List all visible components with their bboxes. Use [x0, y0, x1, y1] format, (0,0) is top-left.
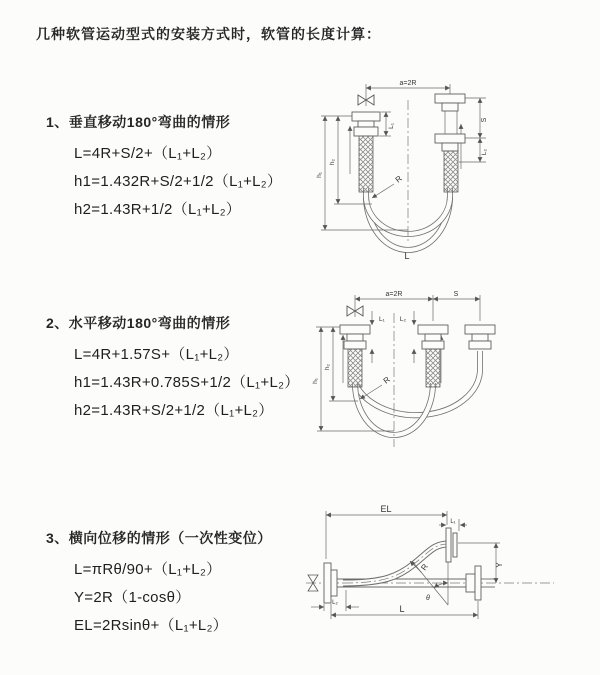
- left-fitting: [352, 112, 380, 192]
- right-fitting: [465, 325, 495, 349]
- dim-l1: [439, 519, 467, 531]
- section-1-formula-h2: h2=1.43R+1/2（L₁+L₂）: [74, 201, 242, 218]
- dim-h2-label: h₂: [329, 158, 336, 166]
- dim-a2r-label: a=2R: [399, 80, 417, 87]
- radius-leader: [372, 174, 404, 198]
- curved-hose: [343, 544, 448, 583]
- dim-l: [331, 601, 478, 619]
- dim-a2r-label: a=2R: [385, 291, 403, 298]
- section-2-formula-h2: h2=1.43R+S/2+1/2（L₁+L₂）: [74, 402, 274, 419]
- section-3-formula-el: EL=2Rsinθ+（L₁+L₂）: [74, 617, 228, 634]
- length-label: L: [404, 251, 410, 260]
- section-3-formula-y: Y=2R（1-cosθ）: [74, 589, 191, 606]
- dim-h1-label: h₁: [316, 172, 323, 178]
- section-1-formula-l: L=4R+S/2+（L₁+L₂）: [74, 145, 222, 162]
- dim-s-l2: [459, 98, 488, 162]
- section-2-formula-l: L=4R+1.57S+（L₁+L₂）: [74, 346, 239, 363]
- angle-label: θ: [426, 595, 430, 602]
- left-fitting: [340, 325, 370, 387]
- braided-section: [348, 349, 362, 387]
- right-fitting: [435, 94, 465, 192]
- radius-label: R: [393, 173, 404, 185]
- section-3-heading: 3、横向位移的情形（一次性变位）: [46, 530, 272, 546]
- dim-l2-label: L₂: [399, 316, 407, 323]
- dim-s-label: S: [453, 291, 459, 298]
- section-2: [46, 313, 346, 425]
- diagram-vertical-180-bend: [308, 72, 596, 260]
- braided-section: [444, 151, 458, 192]
- dim-l2-label: L₂: [481, 148, 488, 156]
- section-2-formula-h1: h1=1.43R+0.785S+1/2（L₁+L₂）: [74, 374, 300, 391]
- page-title: 几种软管运动型式的安装方式时，软管的长度计算：: [36, 26, 381, 42]
- section-1-formula-h1: h1=1.432R+S/2+1/2（L₁+L₂）: [74, 173, 283, 190]
- braided-section: [359, 136, 373, 192]
- diagram-horizontal-180-bend: [308, 283, 598, 461]
- dim-l1-label: L₁: [379, 316, 385, 323]
- radius-label: R: [419, 562, 430, 573]
- left-fitting: [324, 563, 337, 603]
- braided-section: [426, 349, 440, 387]
- dim-l1: [379, 112, 395, 136]
- section-3-formula-l: L=πRθ/90+（L₁+L₂）: [74, 561, 222, 578]
- dim-l1-label: L₁: [388, 123, 395, 129]
- dim-l1: [372, 311, 386, 363]
- dim-h2-label: h₂: [324, 363, 331, 371]
- dim-l-label: L: [399, 604, 405, 614]
- upper-right-flange: [446, 528, 457, 562]
- dim-s-label: S: [481, 117, 488, 123]
- dim-l1-label: L₁: [450, 519, 456, 525]
- middle-fitting: [418, 325, 448, 387]
- radius-label: R: [381, 374, 392, 386]
- section-2-heading: 2、水平移动180°弯曲的情形: [46, 315, 231, 331]
- diagram-lateral-displacement: [298, 503, 598, 645]
- dim-el-label: EL: [380, 504, 392, 514]
- dim-a2r-s: [355, 291, 480, 321]
- dim-h1-label: h₁: [312, 378, 319, 384]
- hose-loops: [355, 351, 480, 435]
- section-1-heading: 1、垂直移动180°弯曲的情形: [46, 114, 231, 130]
- section-1: [46, 112, 346, 224]
- dim-y-label: Y: [495, 562, 504, 568]
- dim-l2-label: L₂: [332, 600, 338, 606]
- dim-l2: [400, 311, 414, 363]
